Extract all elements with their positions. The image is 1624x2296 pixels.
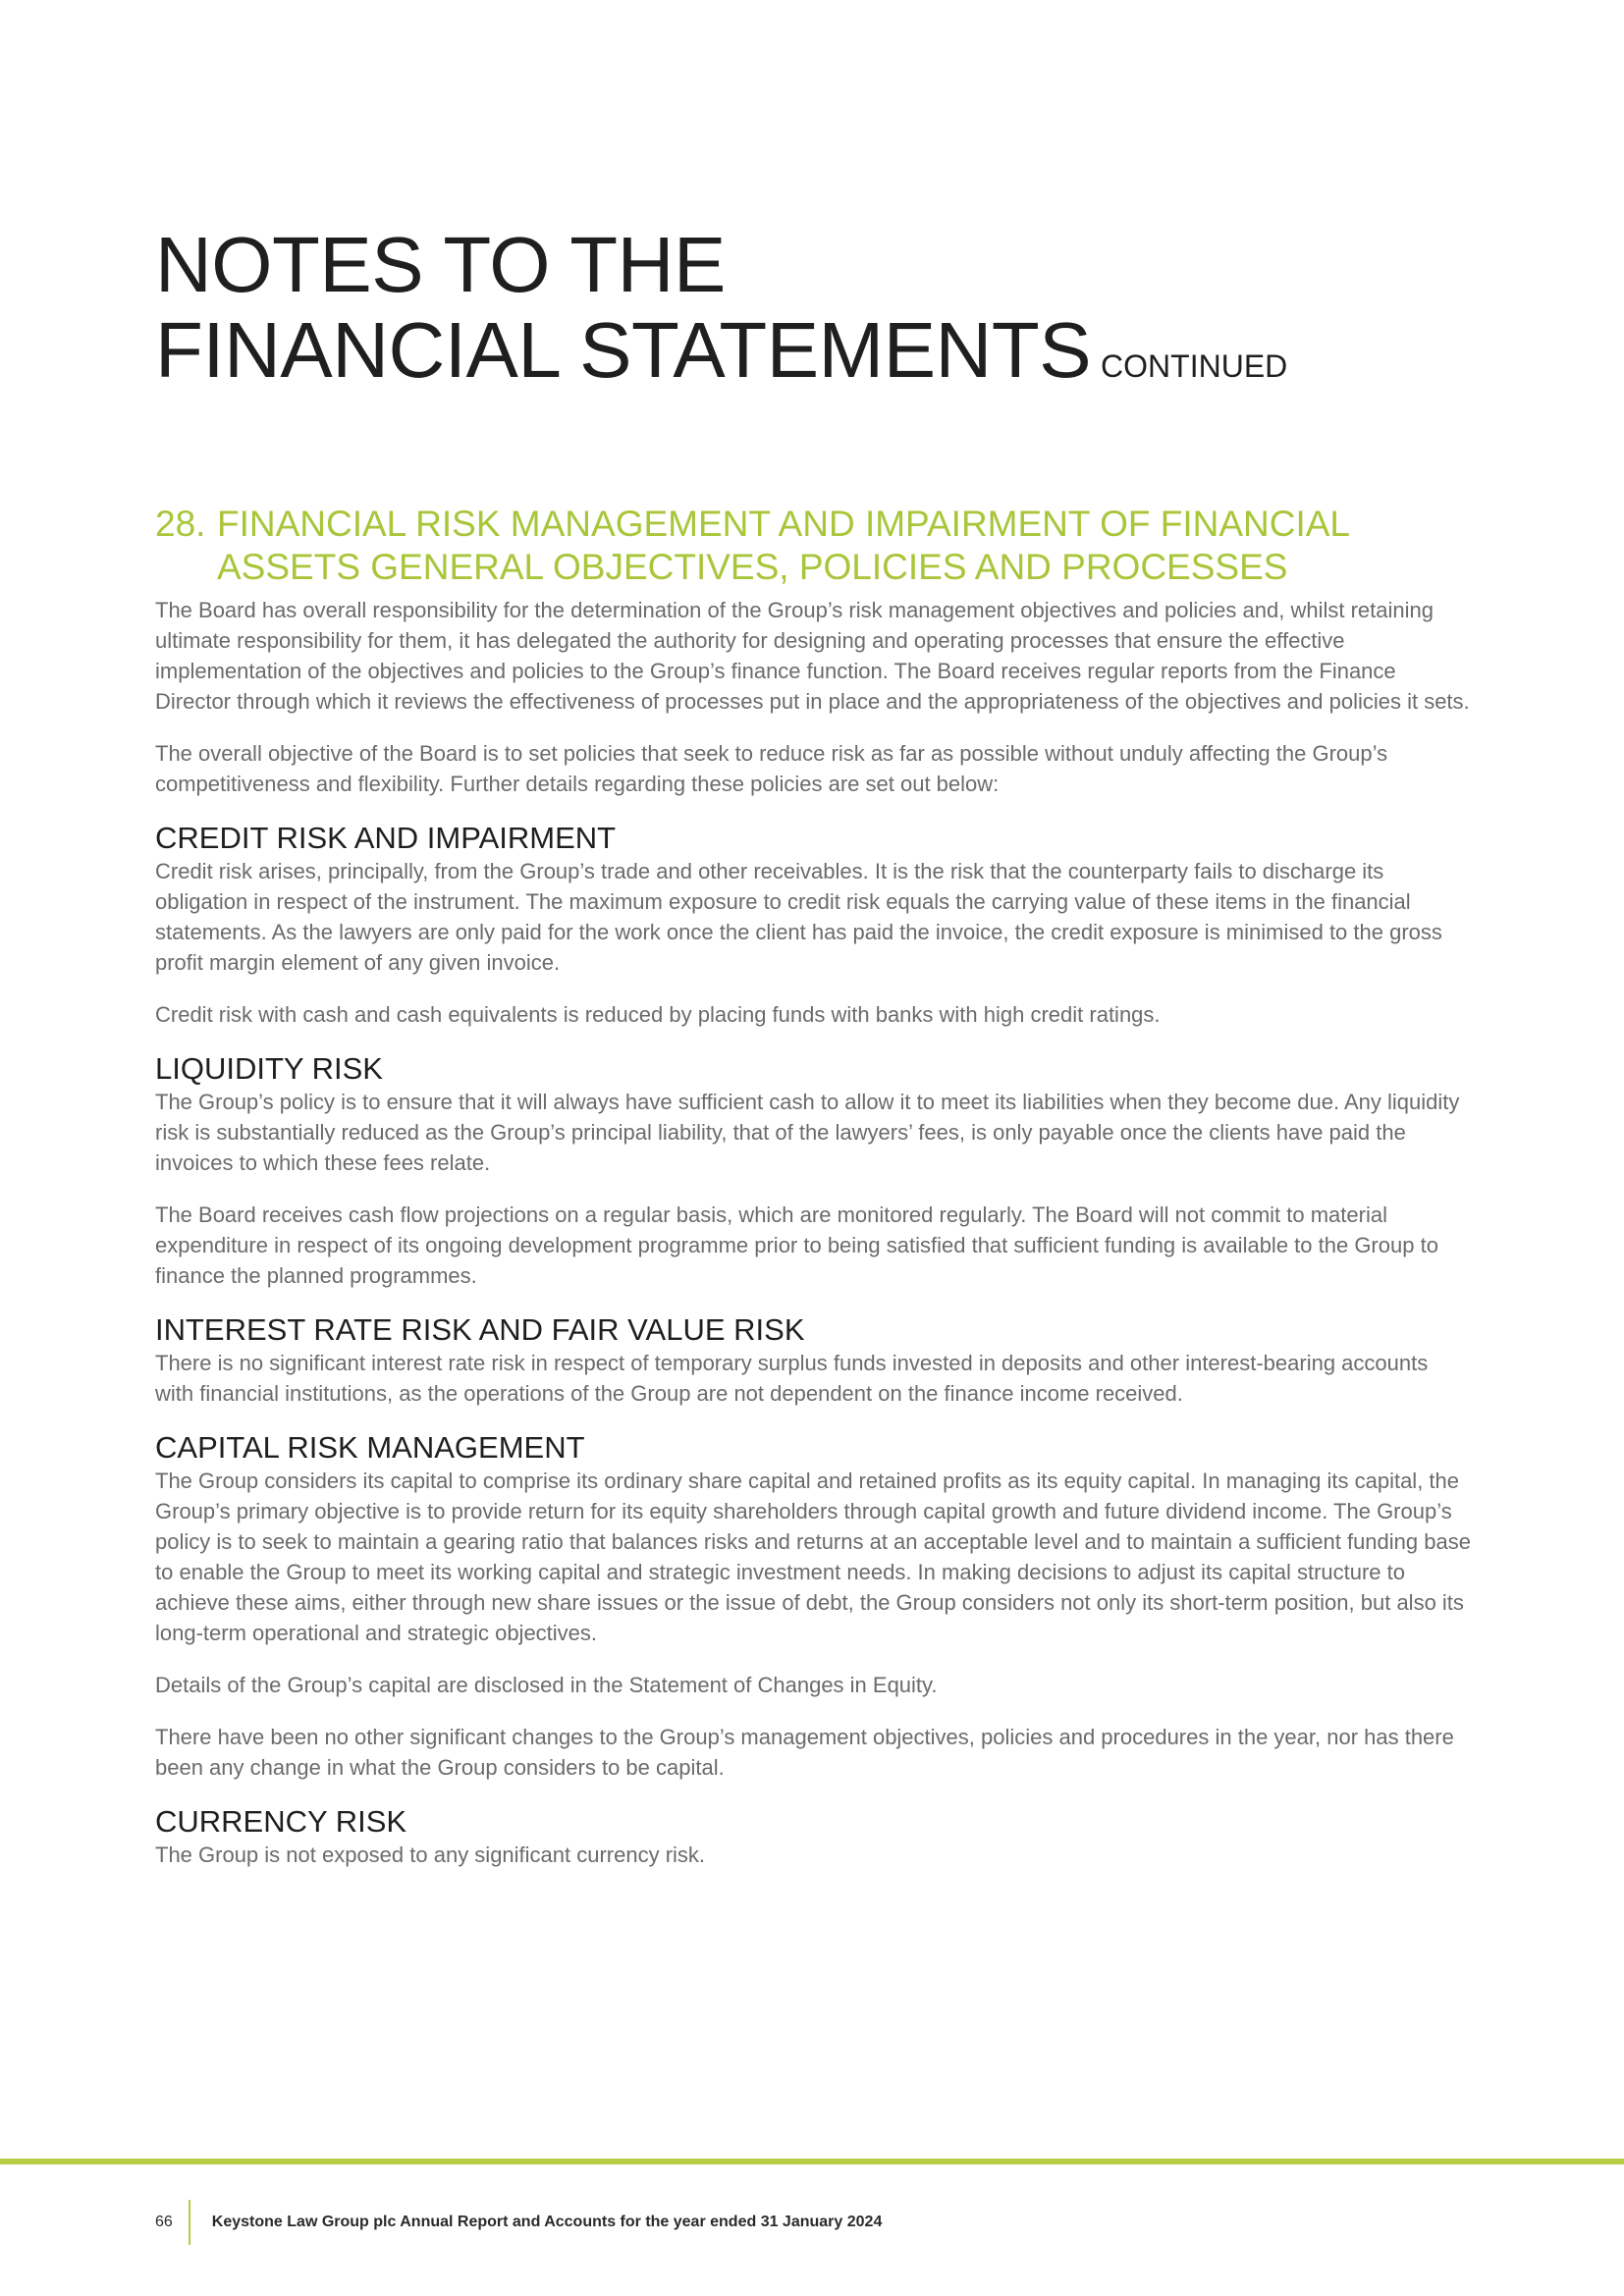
section-heading-text: FINANCIAL RISK MANAGEMENT AND IMPAIRMENT OF FINANCIAL ASSETS GENERAL OBJECTIVES, POLICIES AND PROCESSES (217, 504, 1349, 587)
capital-risk-paragraph-2: Details of the Group’s capital are disclosed in the Statement of Changes in Equity. (155, 1673, 938, 1697)
capital-risk-paragraph-1: The Group considers its capital to comprise its ordinary share capital and retained profits as its equity capital. In managing its capital, the Group’s primary objective is to provide return for its equity shareholders through capital growth and future dividend income. The Group’s policy is to seek to maintain a gearing ratio that balances risks and returns at an acceptable level and to maintain a sufficient funding base to enable the Group to meet its working capital and strategic investment needs. In making decisions to adjust its capital structure to achieve these aims, either through new share issues or the issue of debt, the Group considers not only its short-term position, but also its long-term operational and strategic objectives. (155, 1468, 1471, 1645)
continued-label: CONTINUED (1101, 348, 1288, 384)
currency-risk-heading: CURRENCY RISK (155, 1804, 407, 1839)
interest-rate-risk-heading: INTEREST RATE RISK AND FAIR VALUE RISK (155, 1312, 805, 1347)
page-footer (155, 2203, 882, 2242)
liquidity-risk-paragraph-2: The Board receives cash flow projections on a regular basis, which are monitored regularly. The Board will not commit to material expenditure in respect of its ongoing development programme prior to being satisfied that sufficient funding is available to the Group to finance the planned programmes. (155, 1202, 1438, 1288)
section-number: 28. (155, 504, 206, 544)
intro-paragraph-2: The overall objective of the Board is to set policies that seek to reduce risk as far as possible without unduly affecting the Group’s competitiveness and flexibility. Further details regarding these policies are set out below: (155, 741, 1388, 796)
interest-rate-risk-paragraph-1: There is no significant interest rate risk in respect of temporary surplus funds invested in deposits and other interest-bearing accounts with financial institutions, as the operations of the Group are not dependent on the finance income received. (155, 1351, 1429, 1406)
credit-risk-paragraph-1: Credit risk arises, principally, from the Group’s trade and other receivables. It is the risk that the counterparty fails to discharge its obligation in respect of the instrument. The maximum exposure to credit risk equals the carrying value of these items in the financial statements. As the lawyers are only paid for the work once the client has paid the invoice, the credit exposure is minimised to the gross profit margin element of any given invoice. (155, 859, 1442, 975)
currency-risk-paragraph-1: The Group is not exposed to any significant currency risk. (155, 1842, 706, 1867)
credit-risk-heading: CREDIT RISK AND IMPAIRMENT (155, 821, 617, 855)
capital-risk-heading: CAPITAL RISK MANAGEMENT (155, 1430, 585, 1465)
section-heading (155, 503, 1471, 589)
credit-risk-paragraph-2: Credit risk with cash and cash equivalents is reduced by placing funds with banks with high credit ratings. (155, 1002, 1161, 1027)
page-title (155, 222, 1287, 409)
footer-text: Keystone Law Group plc Annual Report and Accounts for the year ended 31 January 2024 (211, 2214, 883, 2230)
footer-rule (0, 2159, 1624, 2164)
page-title-line-1: NOTES TO THE (155, 221, 726, 308)
footer-divider (189, 2200, 190, 2245)
page-number: 66 (155, 2214, 173, 2230)
intro-paragraph-1: The Board has overall responsibility for the determination of the Group’s risk management objectives and policies and, whilst retaining ultimate responsibility for them, it has delegated the authority for designing and operating processes that ensure the effective implementation of the objectives and policies to the Group’s finance function. The Board receives regular reports from the Finance Director through which it reviews the effectiveness of processes put in place and the appropriateness of the objectives and policies it sets. (155, 598, 1470, 714)
page-title-line-2 (155, 307, 1287, 409)
capital-risk-paragraph-3: There have been no other significant changes to the Group’s management objectives, policies and procedures in the year, nor has there been any change in what the Group considers to be capital. (155, 1725, 1454, 1780)
liquidity-risk-paragraph-1: The Group’s policy is to ensure that it will always have sufficient cash to allow it to meet its liabilities when they become due. Any liquidity risk is substantially reduced as the Group’s principal liability, that of the lawyers’ fees, is only payable once the clients have paid the invoices to which these fees relate. (155, 1090, 1460, 1175)
page-title-line-2-text: FINANCIAL STATEMENTS (155, 306, 1092, 394)
main-content (155, 503, 1471, 1892)
liquidity-risk-heading: LIQUIDITY RISK (155, 1051, 383, 1086)
